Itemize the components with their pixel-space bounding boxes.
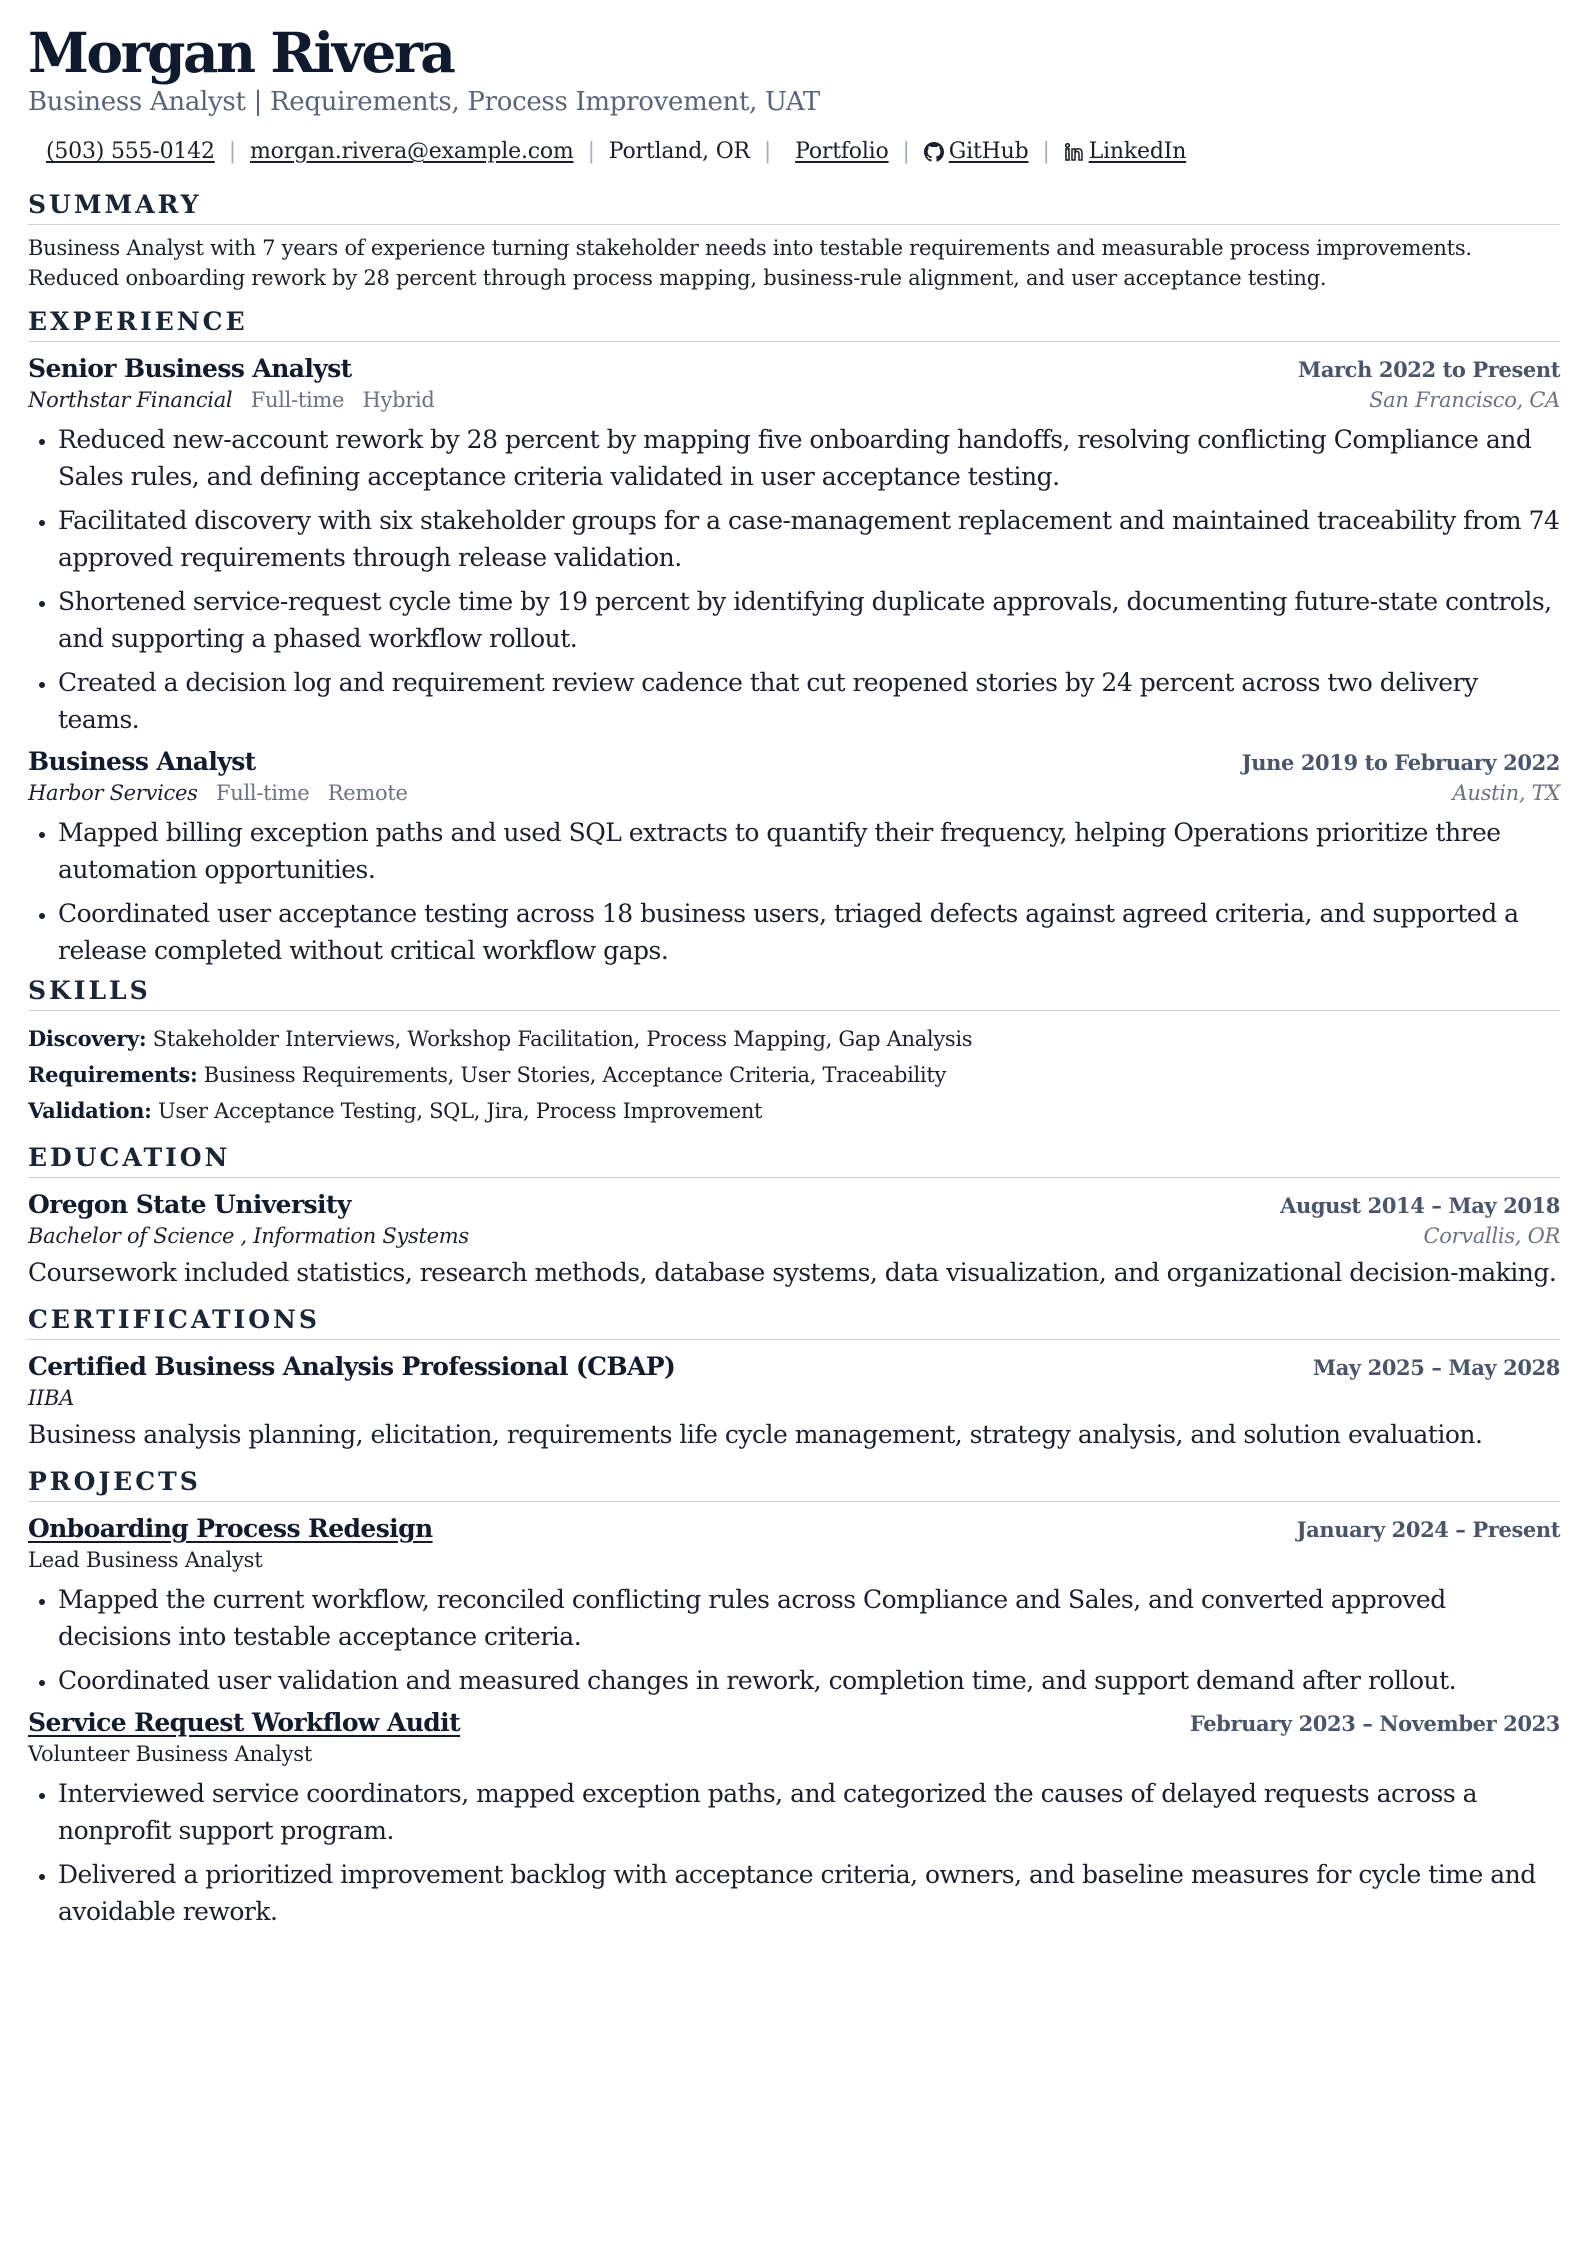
candidate-headline: Business Analyst | Requirements, Process Improvement, UAT	[28, 87, 820, 117]
skill-row	[28, 1021, 1560, 1057]
company-name: Harbor Services	[28, 781, 198, 805]
skills-section	[28, 976, 1560, 1129]
project-entry	[28, 1512, 1560, 1699]
email-link[interactable]: morgan.rivera@example.com	[249, 139, 574, 164]
project-title-link[interactable]: Service Request Workflow Audit	[28, 1708, 461, 1737]
section-title-education: EDUCATION	[28, 1143, 1560, 1178]
job-bullets	[28, 421, 1560, 738]
school-name: Oregon State University	[28, 1190, 351, 1219]
skill-values: Business Requirements, User Stories, Acceptance Criteria, Traceability	[203, 1063, 947, 1087]
contact-separator: |	[587, 139, 595, 164]
experience-section	[28, 307, 1560, 969]
summary-section	[28, 190, 1560, 293]
project-bullets	[28, 1581, 1560, 1699]
job-location: Austin, TX	[1452, 781, 1560, 805]
contact-separator: |	[902, 139, 910, 164]
summary-text: Business Analyst with 7 years of experience turning stakeholder needs into testable requirements and measurable process improvements. Reduced onboarding rework by 28 percent through process mapping, business-rule alignment, and user acceptance testing.	[28, 236, 1472, 290]
skill-values: Stakeholder Interviews, Workshop Facilitation, Process Mapping, Gap Analysis	[152, 1027, 973, 1051]
work-mode: Remote	[327, 781, 408, 805]
contact-separator: |	[1042, 139, 1050, 164]
linkedin-icon	[1064, 142, 1084, 162]
skill-row	[28, 1057, 1560, 1093]
certification-name: Certified Business Analysis Professional (CBAP)	[28, 1352, 676, 1381]
skill-values: User Acceptance Testing, SQL, Jira, Process Improvement	[158, 1099, 763, 1123]
project-entry	[28, 1706, 1560, 1930]
job-title: Business Analyst	[28, 747, 256, 776]
linkedin-link[interactable]: LinkedIn	[1088, 139, 1187, 164]
project-bullets	[28, 1775, 1560, 1930]
employment-type: Full-time	[250, 388, 345, 412]
employment-type: Full-time	[215, 781, 310, 805]
skill-label: Discovery:	[28, 1026, 147, 1051]
github-contact[interactable]	[924, 138, 1029, 166]
section-title-certifications: CERTIFICATIONS	[28, 1305, 1560, 1340]
section-title-projects: PROJECTS	[28, 1467, 1560, 1502]
bullet-item: • Shortened service-request cycle time by 19 percent by identifying duplicate approvals, documenting future-state controls, and supporting a phased workflow rollout.	[58, 583, 1560, 657]
location-text: Portland, OR	[608, 139, 750, 164]
bullet-item: • Created a decision log and requirement review cadence that cut reopened stories by 24 percent across two delivery teams.	[58, 664, 1560, 738]
company-name: Northstar Financial	[28, 388, 233, 412]
skill-row	[28, 1093, 1560, 1129]
job-dates: June 2019 to February 2022	[1241, 750, 1560, 775]
education-dates: August 2014 – May 2018	[1280, 1193, 1560, 1218]
project-role: Volunteer Business Analyst	[28, 1742, 313, 1766]
project-title-link[interactable]: Onboarding Process Redesign	[28, 1514, 433, 1543]
contact-separator: |	[763, 139, 772, 164]
section-title-skills: SKILLS	[28, 976, 1560, 1011]
contact-separator: |	[228, 139, 236, 164]
work-mode: Hybrid	[362, 388, 435, 412]
skill-label: Requirements:	[28, 1062, 198, 1087]
section-title-summary: SUMMARY	[28, 190, 1560, 225]
education-section	[28, 1143, 1560, 1291]
projects-section	[28, 1467, 1560, 1930]
bullet-item: • Mapped billing exception paths and used SQL extracts to quantify their frequency, helping Operations prioritize three automation opportunities.	[58, 814, 1560, 888]
bullet-item: • Delivered a prioritized improvement backlog with acceptance criteria, owners, and baseline measures for cycle time and avoidable rework.	[58, 1856, 1560, 1930]
school-location: Corvallis, OR	[1423, 1224, 1560, 1248]
bullet-item: • Coordinated user acceptance testing across 18 business users, triaged defects against agreed criteria, and supported a release completed without critical workflow gaps.	[58, 895, 1560, 969]
linkedin-contact[interactable]	[1064, 138, 1187, 166]
bullet-item: • Coordinated user validation and measured changes in rework, completion time, and support demand after rollout.	[58, 1662, 1560, 1699]
bullet-item: • Reduced new-account rework by 28 percent by mapping five onboarding handoffs, resolving conflicting Compliance and Sales rules, and defining acceptance criteria validated in user acceptance testing.	[58, 421, 1560, 495]
skill-label: Validation:	[28, 1098, 152, 1123]
job-title: Senior Business Analyst	[28, 354, 352, 383]
education-description: Coursework included statistics, research methods, database systems, data visualization, and organizational decision-making.	[28, 1258, 1557, 1287]
degree: Bachelor of Science , Information Systems	[28, 1224, 469, 1248]
experience-entry	[28, 745, 1560, 969]
project-dates: February 2023 – November 2023	[1189, 1711, 1560, 1736]
project-dates: January 2024 – Present	[1296, 1517, 1560, 1542]
certification-description: Business analysis planning, elicitation, requirements life cycle management, strategy analysis, and solution evaluation.	[28, 1420, 1483, 1449]
project-role: Lead Business Analyst	[28, 1548, 263, 1572]
bullet-item: • Mapped the current workflow, reconciled conflicting rules across Compliance and Sales, and converted approved decisions into testable acceptance criteria.	[58, 1581, 1560, 1655]
certifications-section	[28, 1305, 1560, 1453]
experience-entry	[28, 352, 1560, 738]
certification-issuer: IIBA	[28, 1386, 74, 1410]
portfolio-link[interactable]: Portfolio	[795, 139, 889, 164]
job-dates: March 2022 to Present	[1297, 357, 1560, 382]
job-bullets	[28, 814, 1560, 969]
github-icon	[924, 142, 944, 162]
bullet-item: • Interviewed service coordinators, mapped exception paths, and categorized the causes of delayed requests across a nonprofit support program.	[58, 1775, 1560, 1849]
bullet-item: • Facilitated discovery with six stakeholder groups for a case-management replacement and maintained traceability from 74 approved requirements through release validation.	[58, 502, 1560, 576]
section-title-experience: EXPERIENCE	[28, 307, 1560, 342]
candidate-name: Morgan Rivera	[28, 20, 454, 85]
phone-link[interactable]: (503) 555-0142	[46, 139, 215, 164]
certification-dates: May 2025 – May 2028	[1312, 1355, 1560, 1380]
contact-bar	[28, 138, 1560, 166]
job-location: San Francisco, CA	[1369, 388, 1560, 412]
github-link[interactable]: GitHub	[948, 139, 1029, 164]
